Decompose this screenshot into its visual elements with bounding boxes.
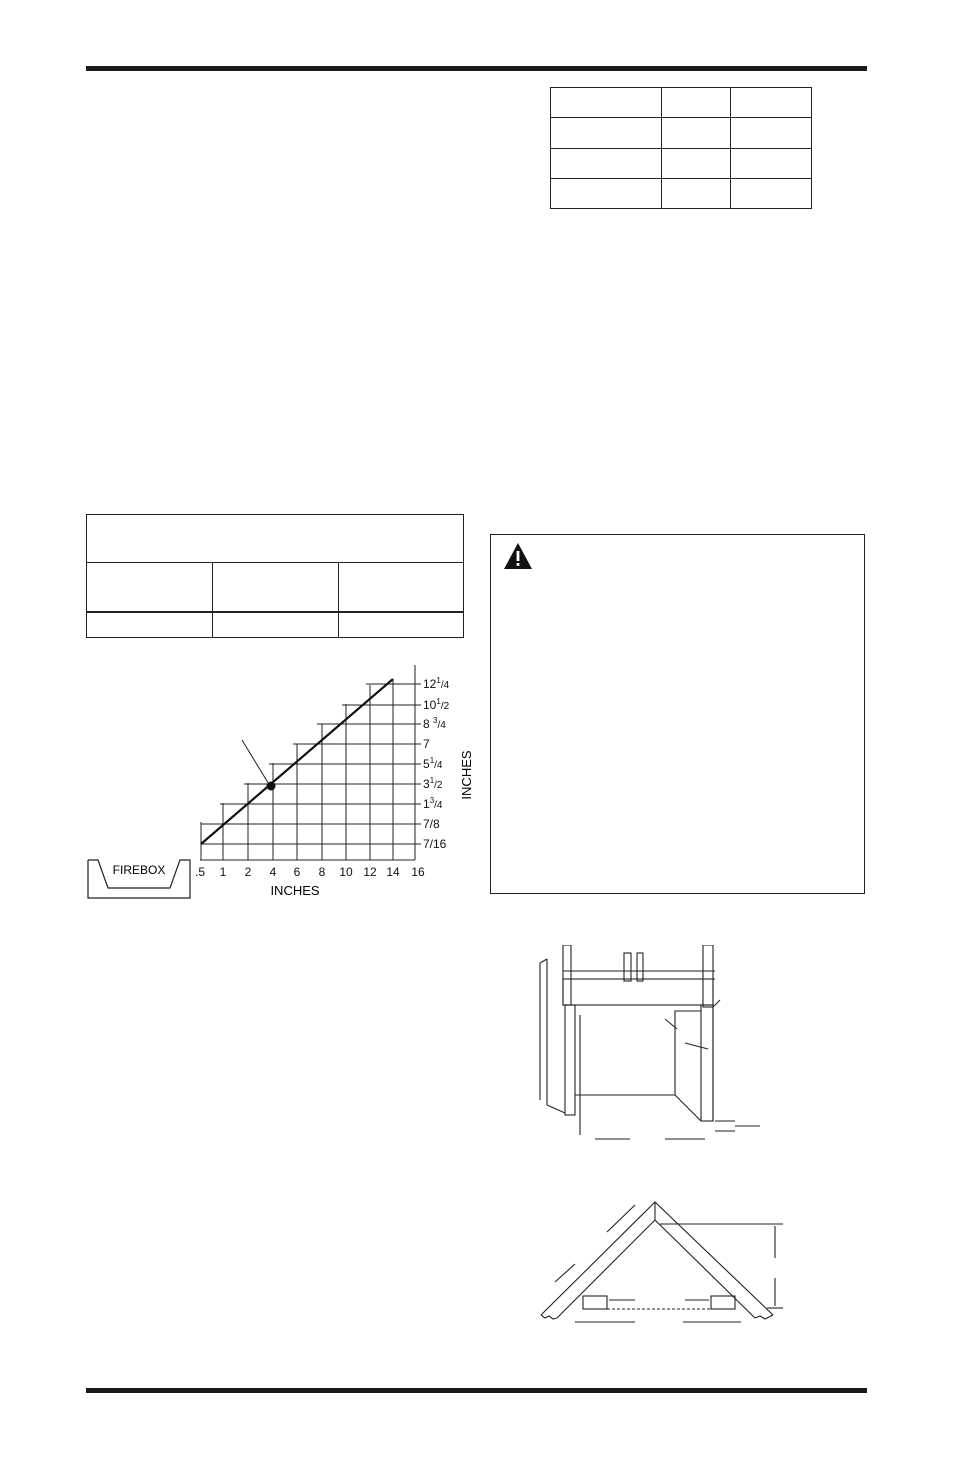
- table-column-divider: [212, 562, 213, 637]
- table-cell: [662, 148, 731, 178]
- table-cell: [662, 88, 731, 118]
- table-column-divider: [338, 562, 339, 637]
- top-right-table: [550, 87, 812, 209]
- y-tick-label: 7/16: [423, 837, 447, 851]
- table-row-divider: [87, 611, 463, 613]
- x-tick-label: 16: [411, 865, 425, 879]
- x-tick-labels: [195, 865, 425, 879]
- x-tick-label: 4: [269, 865, 277, 879]
- y-tick-label: $1^3_{/4}$: [423, 796, 443, 811]
- y-tick-label: 7: [423, 737, 430, 751]
- y-tick-label: 8 $^3_{/4}$: [423, 716, 446, 731]
- x-tick-label: 10: [339, 865, 353, 879]
- y-tick-label: $3^1_{/2}$: [423, 776, 443, 791]
- y-tick-label: $12^1_{/4}$: [423, 676, 450, 691]
- table-cell: [731, 88, 812, 118]
- bottom-rule: [86, 1388, 867, 1393]
- firebox-shape: [88, 860, 190, 898]
- x-tick-label: .5: [194, 865, 206, 879]
- x-tick-label: 6: [293, 865, 301, 879]
- corner-diagram: [535, 1190, 795, 1330]
- table-cell: [731, 148, 812, 178]
- x-tick-label: 12: [363, 865, 377, 879]
- table-cell: [662, 118, 731, 148]
- x-tick-label: 8: [318, 865, 326, 879]
- x-axis-label: INCHES: [270, 883, 320, 898]
- y-tick-label: $10^1_{/2}$: [423, 697, 450, 712]
- table-cell: [551, 88, 662, 118]
- leader-line: [242, 740, 270, 786]
- table-cell: [731, 178, 812, 208]
- table-cell: [662, 178, 731, 208]
- table-cell: [551, 118, 662, 148]
- table-cell: [731, 118, 812, 148]
- x-tick-label: 2: [244, 865, 252, 879]
- y-tick-label: $5^1_{/4}$: [423, 756, 443, 771]
- y-tick-label: 7/8: [423, 817, 440, 831]
- mantel-clearance-chart: [80, 660, 500, 910]
- warning-box: [490, 534, 865, 894]
- y-tick-labels: [415, 676, 450, 851]
- table-header: [87, 515, 463, 563]
- x-tick-label: 14: [386, 865, 400, 879]
- table-cell: [551, 178, 662, 208]
- x-tick-label: 1: [219, 865, 227, 879]
- example-point: [267, 782, 276, 791]
- clearance-table: [86, 514, 464, 638]
- framing-diagram: [525, 945, 775, 1155]
- warning-triangle-icon: [502, 541, 534, 571]
- table-cell: [551, 148, 662, 178]
- firebox-label: FIREBOX: [112, 863, 166, 877]
- top-rule: [86, 66, 867, 71]
- y-axis-label: INCHES: [459, 750, 474, 800]
